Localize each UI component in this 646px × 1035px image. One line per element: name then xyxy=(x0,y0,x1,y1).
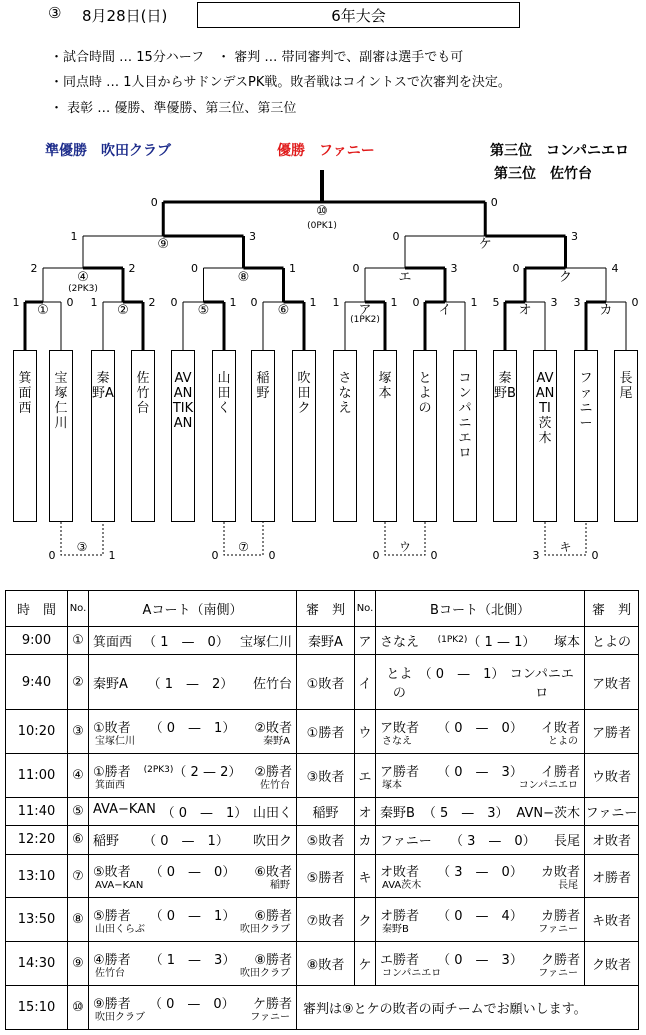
team-right: 宝塚仁川 xyxy=(239,635,292,651)
score-right: 1 xyxy=(309,296,317,309)
score-left: 0 xyxy=(48,549,56,562)
score-right: 1 xyxy=(390,296,398,309)
score-right: 1 xyxy=(108,549,116,562)
match-number: キ xyxy=(355,854,376,898)
match-time: 11:00 xyxy=(6,754,68,798)
team-box: 宝塚仁川 xyxy=(49,350,73,522)
match-time: 13:10 xyxy=(6,854,68,898)
match-number: カ xyxy=(355,826,376,854)
match-number: ⑩ xyxy=(68,986,89,1030)
court-b-match xyxy=(376,627,585,655)
team-left: さなえ xyxy=(380,635,420,651)
score: （ 0 — 1） xyxy=(161,806,248,822)
team-sub-left: AVA−KAN xyxy=(95,880,144,891)
court-a-match xyxy=(89,754,297,798)
match-label: キ xyxy=(559,540,572,554)
match-number: ⑨ xyxy=(68,942,89,986)
team-box: 山田く xyxy=(212,350,236,522)
match-label: ② xyxy=(117,303,129,318)
match-number: ウ xyxy=(355,710,376,754)
referee: ⑦敗者 xyxy=(297,898,355,942)
team-sub-left: さなえ xyxy=(382,735,412,747)
match-label: ク xyxy=(558,270,573,285)
final-match xyxy=(89,986,297,1030)
col-header-ref: 審 判 xyxy=(297,591,355,627)
team-box: AVANTIKAN xyxy=(171,350,195,522)
court-a-match xyxy=(89,655,297,710)
match-label: ③ xyxy=(76,540,88,554)
referee: ウ敗者 xyxy=(585,754,639,798)
score: （ 5 — 3） xyxy=(422,806,509,822)
court-b-match xyxy=(376,942,585,986)
match-number: ③ xyxy=(68,710,89,754)
team-left: 箕面西 xyxy=(93,635,133,651)
score-right: 3 xyxy=(550,296,558,309)
team-right: 塚本 xyxy=(553,635,580,651)
team-left: ④勝者 xyxy=(93,952,131,968)
team-sub-right: 吹田クラブ xyxy=(240,967,290,979)
team-left: 秦野B xyxy=(380,806,415,822)
team-left: ⑤敗者 xyxy=(93,865,131,880)
team-box: 稲野 xyxy=(251,350,275,522)
team-box: 箕面西 xyxy=(13,350,37,522)
table-row xyxy=(6,854,639,898)
score-left: 2 xyxy=(30,262,38,275)
match-time: 12:20 xyxy=(6,826,68,854)
team-right: カ勝者 xyxy=(540,908,580,924)
match-time: 11:40 xyxy=(6,798,68,826)
match-label: ① xyxy=(37,303,49,318)
team-sub-left: 佐竹台 xyxy=(95,967,125,979)
score-right: 1 xyxy=(229,296,237,309)
table-header-row xyxy=(6,591,639,627)
score: （ 0 — 0） xyxy=(148,996,235,1012)
team-sub-left: コンパニエロ xyxy=(382,967,442,979)
table-row xyxy=(6,754,639,798)
third-place-label: 第三位 佐竹台 xyxy=(494,166,592,182)
match-label: ④ xyxy=(77,270,89,285)
team-box: ファニー xyxy=(574,350,598,522)
court-a-match xyxy=(89,798,297,826)
score: （ 3 — 0） xyxy=(450,834,536,850)
match-label: ⑤ xyxy=(197,303,210,318)
match-number: ⑦ xyxy=(68,854,89,898)
team-box: 長尾 xyxy=(614,350,638,522)
score-right: 2 xyxy=(148,296,156,309)
pk-score: (2PK3) xyxy=(68,284,98,294)
referee: 稲野 xyxy=(297,798,355,826)
team-left: ⑨勝者 xyxy=(93,996,131,1012)
team-right: ②敗者 xyxy=(254,720,292,736)
match-label: イ xyxy=(438,303,452,318)
runner-up-label: 準優勝 吹田クラブ xyxy=(45,143,171,159)
score: （ 0 — 0） xyxy=(437,720,523,736)
team-sub-left: 吹田クラブ xyxy=(95,1011,145,1023)
match-number: ク xyxy=(355,898,376,942)
match-time: 13:50 xyxy=(6,898,68,942)
table-row xyxy=(6,627,639,655)
team-box: さなえ xyxy=(333,350,357,522)
score-left: 0 xyxy=(352,262,360,275)
team-right: 山田く xyxy=(252,806,292,822)
score: （ 1 — 0） xyxy=(143,635,229,651)
score: （ 0 — 1） xyxy=(149,908,236,924)
score-left: 0 xyxy=(250,296,258,309)
score: （ 0 — 1） xyxy=(143,834,229,850)
event-date: 8月28日(日) xyxy=(82,7,168,25)
team-sub-left: 秦野B xyxy=(382,923,409,935)
court-a-match xyxy=(89,898,297,942)
team-sub-left: 塚本 xyxy=(382,779,402,791)
score-left: 1 xyxy=(332,296,340,309)
match-label: ⑦ xyxy=(238,540,249,554)
team-box: 佐竹台 xyxy=(131,350,155,522)
court-a-match xyxy=(89,942,297,986)
score-left: 1 xyxy=(90,296,98,309)
referee: ①勝者 xyxy=(297,710,355,754)
match-time: 9:40 xyxy=(6,655,68,710)
team-right: ケ勝者 xyxy=(252,996,292,1012)
team-box: 秦野A xyxy=(91,350,115,522)
pk-score: (1PK2) xyxy=(350,315,380,325)
col-header-ref: 審 判 xyxy=(585,591,639,627)
referee: キ敗者 xyxy=(585,898,639,942)
score-left: 1 xyxy=(12,296,20,309)
court-a-match xyxy=(89,854,297,898)
team-left: ①勝者 xyxy=(93,764,131,780)
team-box: とよの xyxy=(413,350,437,522)
referee: ①敗者 xyxy=(297,655,355,710)
score-left: 5 xyxy=(492,296,500,309)
pk-score: (0PK1) xyxy=(307,221,337,231)
score: （ 0 — 3） xyxy=(437,952,523,968)
match-number: オ xyxy=(355,798,376,826)
rule-line: ・同点時 … 1人目からサドンデスPK戦。敗者戦はコイントスで次審判を決定。 xyxy=(50,75,511,90)
referee: ア勝者 xyxy=(585,710,639,754)
team-right: ⑥敗者 xyxy=(254,865,292,880)
team-sub-right: 長尾 xyxy=(558,880,578,891)
match-label: エ xyxy=(398,270,412,285)
match-time: 9:00 xyxy=(6,627,68,655)
referee: オ勝者 xyxy=(585,854,639,898)
rule-line: ・ 表彰 … 優勝、準優勝、第三位、第三位 xyxy=(50,101,297,116)
court-b-match xyxy=(376,710,585,754)
team-right: AVN−茨木 xyxy=(516,806,580,822)
score-right: 3 xyxy=(571,230,578,243)
score: （ 0 — 3） xyxy=(437,764,523,780)
match-number: エ xyxy=(355,754,376,798)
match-label: ア xyxy=(358,303,372,318)
team-sub-right: ファニー xyxy=(538,923,578,935)
score: （ 0 — 0） xyxy=(149,865,236,880)
score-left: 0 xyxy=(392,230,400,243)
score-right: 1 xyxy=(289,262,296,275)
score-right: 3 xyxy=(450,262,458,275)
match-label: ⑩ xyxy=(316,204,328,219)
team-sub-right: コンパニエロ xyxy=(518,779,578,791)
score: （ 3 — 0） xyxy=(437,865,523,880)
referee: ③敗者 xyxy=(297,754,355,798)
referee: とよの xyxy=(585,627,639,655)
table-row-final xyxy=(6,986,639,1030)
match-time: 10:20 xyxy=(6,710,68,754)
table-row xyxy=(6,898,639,942)
team-left: ア勝者 xyxy=(380,764,420,780)
score-left: 3 xyxy=(532,549,540,562)
team-sub-right: ファニー xyxy=(250,1011,290,1023)
score-right: 4 xyxy=(611,262,619,275)
referee: ⑤敗者 xyxy=(297,826,355,854)
schedule-table xyxy=(5,590,639,1030)
team-sub-left: 箕面西 xyxy=(95,779,125,791)
team-sub-left: AVA茨木 xyxy=(382,880,422,891)
team-sub-right: 吹田クラブ xyxy=(240,923,290,935)
team-left: オ敗者 xyxy=(380,865,420,880)
team-left: AVA−KAN xyxy=(93,802,156,818)
team-right: ク勝者 xyxy=(540,952,580,968)
page-title: 6年大会 xyxy=(197,2,520,28)
score-right: 0 xyxy=(66,296,74,309)
team-right: 長尾 xyxy=(553,834,580,850)
team-sub-right: 稲野 xyxy=(270,880,290,891)
team-sub-left: 宝塚仁川 xyxy=(95,735,135,747)
score: （ 1 — 2） xyxy=(147,676,234,692)
score-right: 0 xyxy=(430,549,438,562)
score-left: 0 xyxy=(170,296,178,309)
score-right: 3 xyxy=(249,230,256,243)
match-label: ⑧ xyxy=(237,270,250,285)
match-label: ⑨ xyxy=(157,237,170,252)
score-right: 1 xyxy=(470,296,478,309)
team-right: コンパニエロ xyxy=(509,667,574,702)
court-a-match xyxy=(89,627,297,655)
champion-label: 優勝 ファニー xyxy=(277,143,375,159)
team-right: カ敗者 xyxy=(540,865,580,880)
team-left: ①敗者 xyxy=(93,720,131,736)
score: （ 0 — 1） xyxy=(418,667,505,683)
court-b-match xyxy=(376,898,585,942)
referee: ファニー xyxy=(585,798,639,826)
referee: オ敗者 xyxy=(585,826,639,854)
team-left: ア敗者 xyxy=(380,720,420,736)
score-left: 0 xyxy=(412,296,420,309)
referee: 秦野A xyxy=(297,627,355,655)
score-left: 1 xyxy=(70,230,78,243)
pk-score: (2PK3) xyxy=(143,764,174,775)
team-left: ⑤勝者 xyxy=(93,908,131,924)
match-number: ア xyxy=(355,627,376,655)
team-box: AVANTI茨木 xyxy=(533,350,557,522)
team-right: ⑧勝者 xyxy=(254,952,292,968)
match-label: ケ xyxy=(478,237,492,252)
team-left: 稲野 xyxy=(93,834,120,850)
match-time: 14:30 xyxy=(6,942,68,986)
table-row xyxy=(6,942,639,986)
match-number: イ xyxy=(355,655,376,710)
rule-line: ・試合時間 … 15分ハーフ ・ 審判 … 帯同審判で、副審は選手でも可 xyxy=(50,50,464,65)
match-label: ⑥ xyxy=(277,303,290,318)
table-row xyxy=(6,710,639,754)
team-box: 秦野B xyxy=(493,350,517,522)
col-header-no: No. xyxy=(355,591,376,627)
court-a-match xyxy=(89,710,297,754)
referee: ⑧敗者 xyxy=(297,942,355,986)
score: （ 1 — 3） xyxy=(149,952,236,968)
score: $^{(2PK3)}$（ 2 — 2） xyxy=(143,764,242,780)
match-number: ④ xyxy=(68,754,89,798)
score-left: 0 xyxy=(372,549,380,562)
match-number: ② xyxy=(68,655,89,710)
team-left: オ勝者 xyxy=(380,908,420,924)
team-right: 吹田ク xyxy=(252,834,292,850)
score-left: 0 xyxy=(211,549,219,562)
table-row xyxy=(6,826,639,854)
match-number: ⑥ xyxy=(68,826,89,854)
court-b-match xyxy=(376,655,585,710)
table-row xyxy=(6,798,639,826)
score-left: 3 xyxy=(573,296,581,309)
court-b-match xyxy=(376,754,585,798)
score-right: 0 xyxy=(591,549,599,562)
score-left: 0 xyxy=(512,262,520,275)
score-right: 2 xyxy=(128,262,136,275)
team-box: コンパニエロ xyxy=(453,350,477,522)
team-box: 塚本 xyxy=(373,350,397,522)
score-left: 0 xyxy=(150,196,158,209)
score-right: 0 xyxy=(268,549,276,562)
section-number: ③ xyxy=(48,4,62,22)
court-b-match xyxy=(376,826,585,854)
match-label: カ xyxy=(599,303,613,318)
match-label: オ xyxy=(518,303,532,318)
team-sub-right: ファニー xyxy=(538,967,578,979)
match-number: ⑤ xyxy=(68,798,89,826)
score-right: 0 xyxy=(631,296,639,309)
team-left: ファニー xyxy=(380,834,432,850)
table-row xyxy=(6,655,639,710)
referee: ⑤勝者 xyxy=(297,854,355,898)
score-left: 0 xyxy=(191,262,198,275)
team-right: イ敗者 xyxy=(540,720,580,736)
pk-score: (1PK2) xyxy=(437,635,468,646)
match-number: ケ xyxy=(355,942,376,986)
match-time: 15:10 xyxy=(6,986,68,1030)
team-right: イ勝者 xyxy=(540,764,580,780)
team-left: とよの xyxy=(386,667,413,702)
final-note: 審判は⑨とケの敗者の両チームでお願いします。 xyxy=(297,986,639,1030)
team-sub-right: 佐竹台 xyxy=(260,779,290,791)
score: （ 0 — 4） xyxy=(437,908,523,924)
match-label: ウ xyxy=(398,540,412,554)
match-number: ⑧ xyxy=(68,898,89,942)
team-sub-right: とよの xyxy=(548,735,578,747)
team-right: ⑥勝者 xyxy=(254,908,292,924)
col-header-court-a: Aコート（南側） xyxy=(89,591,297,627)
team-left: エ勝者 xyxy=(380,952,420,968)
col-header-no: No. xyxy=(68,591,89,627)
court-a-match xyxy=(89,826,297,854)
team-sub-right: 秦野A xyxy=(263,735,290,747)
score: （ 0 — 1） xyxy=(149,720,236,736)
referee: ク敗者 xyxy=(585,942,639,986)
third-place-label: 第三位 コンパニエロ xyxy=(490,143,630,159)
team-right: 佐竹台 xyxy=(252,676,292,692)
team-box: 吹田ク xyxy=(292,350,316,522)
col-header-court-b: Bコート（北側） xyxy=(376,591,585,627)
match-number: ① xyxy=(68,627,89,655)
score-right: 0 xyxy=(490,196,498,209)
court-b-match xyxy=(376,798,585,826)
court-b-match xyxy=(376,854,585,898)
referee: ア敗者 xyxy=(585,655,639,710)
score: $^{(1PK2)}$（ 1 — 1） xyxy=(437,635,536,651)
team-right: ②勝者 xyxy=(254,764,292,780)
team-sub-left: 山田くらぶ xyxy=(95,923,145,935)
col-header-time: 時 間 xyxy=(6,591,68,627)
team-left: 秦野A xyxy=(93,676,128,692)
